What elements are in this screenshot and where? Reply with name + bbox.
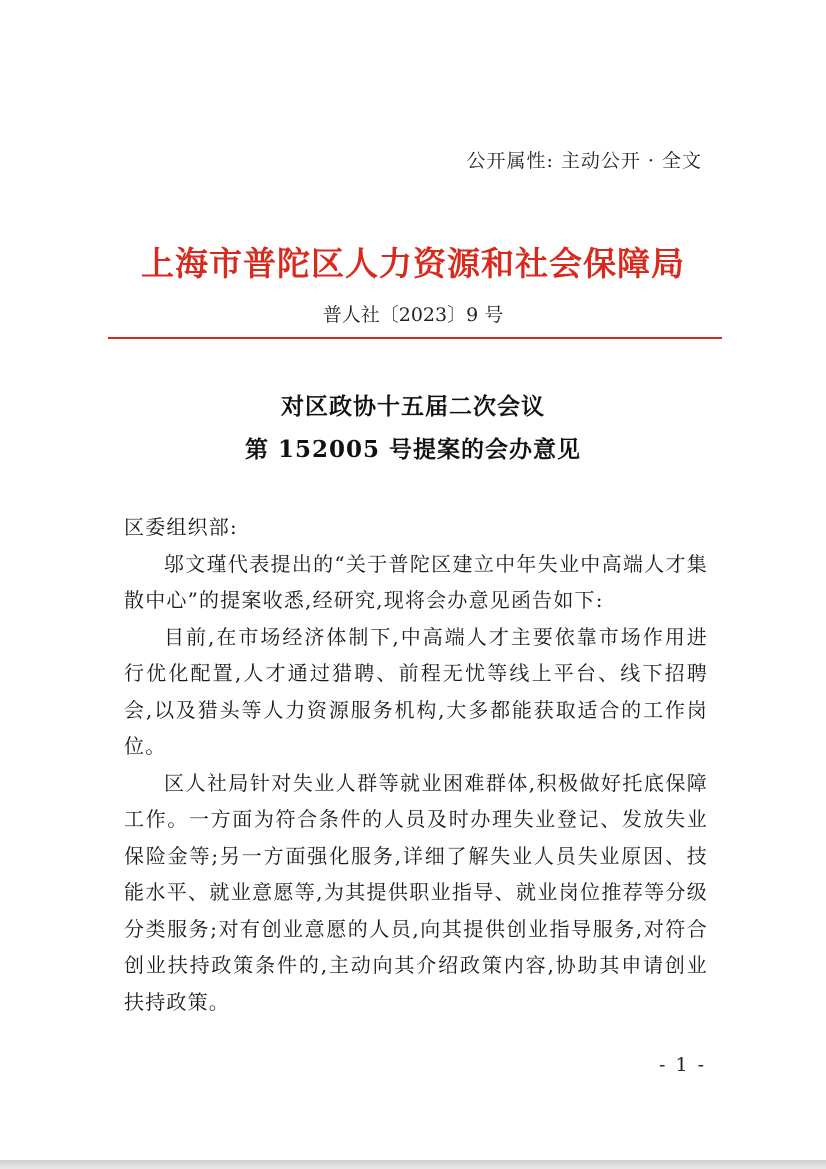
disclosure-attribute: 公开属性: 主动公开 · 全文	[466, 150, 702, 172]
document-body	[124, 509, 708, 1020]
letterhead-divider	[108, 337, 722, 339]
agency-letterhead: 上海市普陀区人力资源和社会保障局	[141, 244, 685, 283]
body-paragraph: 区人社局针对失业人群等就业困难群体,积极做好托底保障工作。一方面为符合条件的人员及时办理失业登记、发放失业保险金等;另一方面强化服务,详细了解失业人员失业原因、技能水平、就业意愿等,为其提供职业指导、就业岗位推荐等分级分类服务;对有创业意愿的人员,向其提供创业指导服务,对符合创业扶持政策条件的,主动向其介绍政策内容,协助其申请创业扶持政策。	[124, 770, 708, 1014]
page-edge-shadow	[0, 1160, 826, 1169]
document-title-line-1: 对区政协十五届二次会议	[281, 393, 545, 420]
document-number: 普人社〔2023〕9 号	[322, 304, 504, 326]
recipient-line: 区委组织部:	[124, 515, 238, 539]
body-paragraph: 目前,在市场经济体制下,中高端人才主要依靠市场作用进行优化配置,人才通过猎聘、前程无忧等线上平台、线下招聘会,以及猎头等人力资源服务机构,大多都能获取适合的工作岗位。	[124, 624, 708, 758]
page-number: - 1 -	[658, 1054, 706, 1076]
document-title-line-2: 第 152005 号提案的会办意见	[244, 436, 582, 463]
body-paragraph: 邬文瑾代表提出的“关于普陀区建立中年失业中高端人才集散中心”的提案收悉,经研究,现将会办意见函告如下:	[124, 551, 708, 612]
